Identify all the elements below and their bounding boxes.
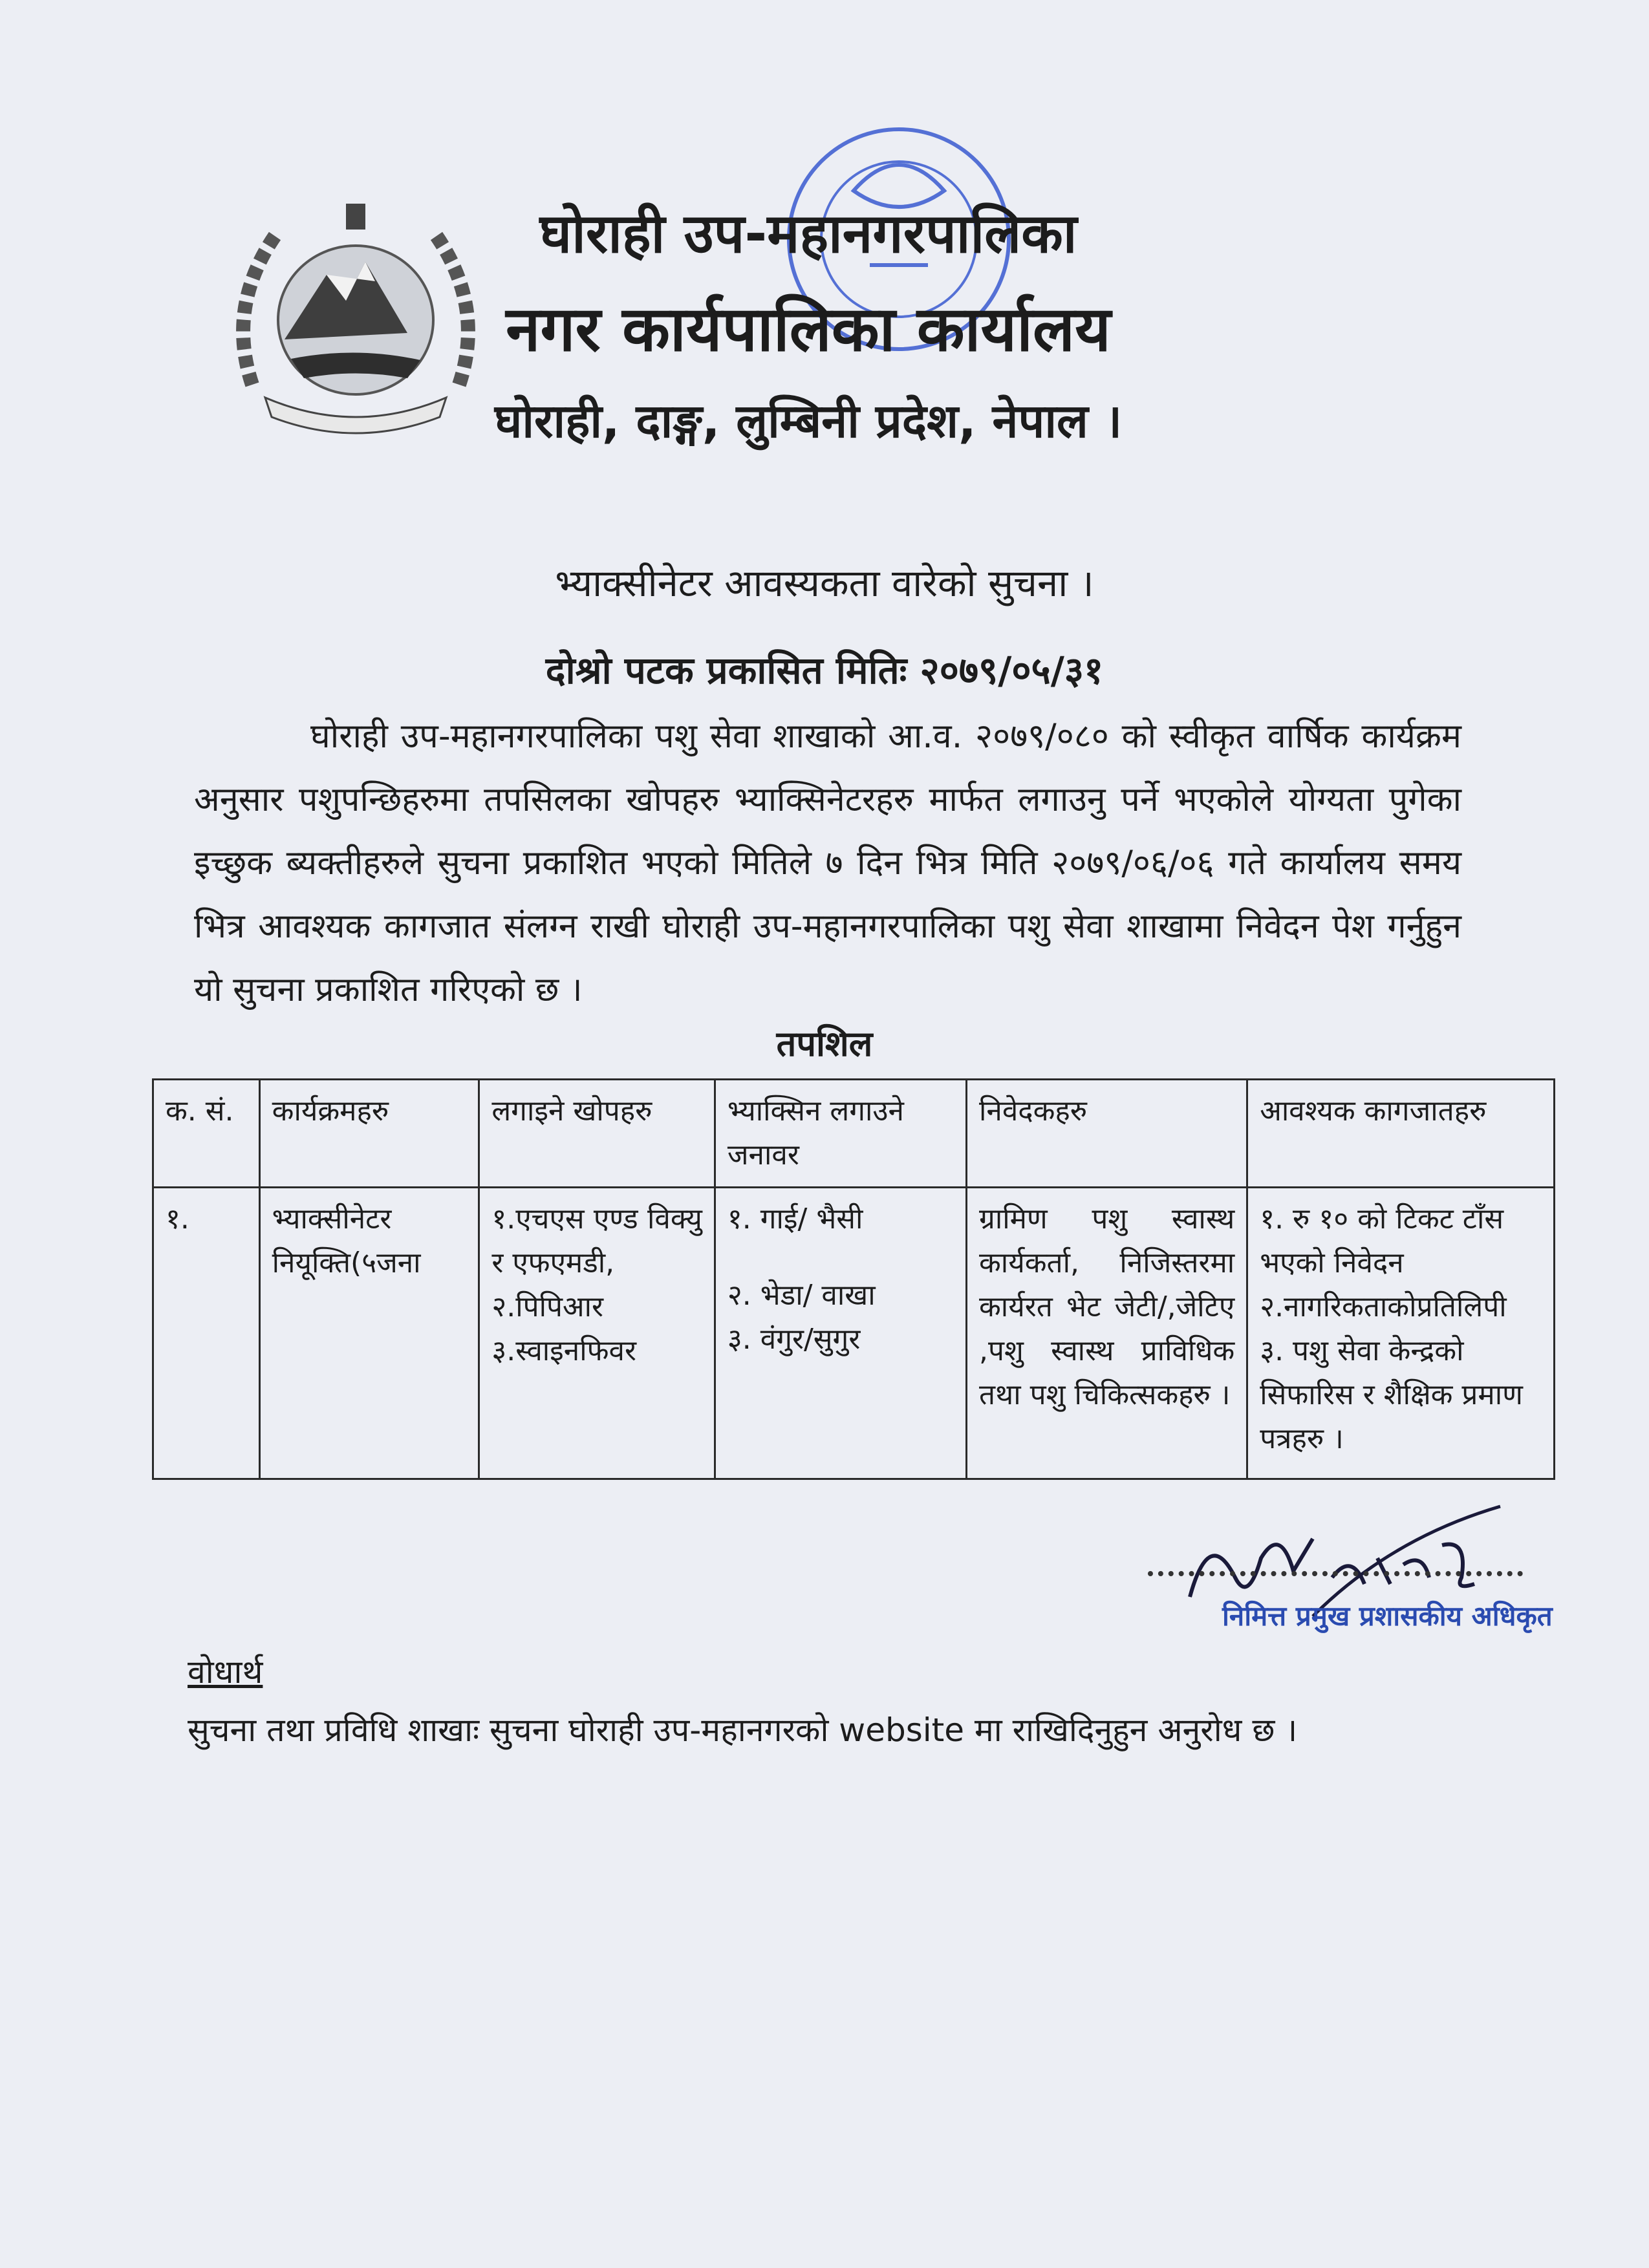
header-documents: आवश्यक कागजातहरु [1247, 1080, 1555, 1188]
table-row [153, 1188, 1555, 1479]
header-programs: कार्यक्रमहरु [259, 1080, 479, 1188]
letterhead-office: नगर कार्यपालिका कार्यालय [506, 293, 1111, 365]
document-item: १. रु १० को टिकट टाँस भएको निवेदन [1260, 1203, 1504, 1279]
cell-documents [1247, 1188, 1555, 1479]
letterhead-municipality: घोराही उप-महानगरपालिका [539, 202, 1077, 265]
header-applicants: निवेदकहरु [967, 1080, 1247, 1188]
signature-line [1148, 1571, 1523, 1576]
header-vaccines: लगाइने खोपहरु [479, 1080, 715, 1188]
letterhead-address: घोराही, दाङ्ग, लुम्बिनी प्रदेश, नेपाल । [494, 394, 1123, 448]
cell-animals [715, 1188, 966, 1479]
cell-vaccines [479, 1188, 715, 1479]
vaccine-item: ३.स्वाइनफिवर [491, 1334, 636, 1367]
officer-title-stamp: निमित्त प्रमुख प्रशासकीय अधिकृत [1222, 1600, 1553, 1632]
cell-applicants: ग्रामिण पशु स्वास्थ कार्यकर्ता, निजिस्तरमा कार्यरत भेट जेटी/,जेटिए ,पशु स्वास्थ प्राविधिक तथा पशु चिकित्सकहरु । [967, 1188, 1247, 1479]
notice-body: घोराही उप-महानगरपालिका पशु सेवा शाखाको आ.व. २०७९/०८० को स्वीकृत वार्षिक कार्यक्रम अनुसार पशुपन्छिहरुमा तपसिलका खोपहरु भ्याक्सिनेटरहरु मार्फत लगाउनु पर्ने भएकोले योग्यता पुगेका इच्छुक ब्यक्तीहरुले सुचना प्रकाशित भएको मितिले ७ दिन भित्र मिति २०७९/०६/०६ गते कार्यालय समय भित्र आवश्यक कागजात संलग्न राखी घोराही उप-महानगरपालिका पशु सेवा शाखामा निवेदन पेश गर्नुहुन यो सुचना प्रकाशित गरिएको छ । [194, 717, 1461, 1009]
notice-title: भ्याक्सीनेटर आवस्यकता वारेको सुचना । [555, 561, 1094, 605]
animal-item: ३. वंगुर/सुगुर [727, 1323, 861, 1356]
animal-item: २. भेडा/ वाखा [727, 1279, 876, 1312]
header-sn: क. सं. [153, 1080, 260, 1188]
schedule-heading: तपशिल [776, 1023, 873, 1064]
header-animals: भ्याक्सिन लगाउने जनावर [715, 1080, 966, 1188]
document-item: २.नागरिकताकोप्रतिलिपी [1260, 1290, 1507, 1323]
vaccine-item: २.पिपिआर [491, 1290, 603, 1323]
vaccine-item: १.एचएस एण्ड विक्यु र एफएमडी, [491, 1203, 702, 1279]
table-header-row [153, 1080, 1555, 1188]
document-item: ३. पशु सेवा केन्द्रको सिफारिस र शैक्षिक प्रमाण पत्रहरु । [1260, 1334, 1523, 1455]
footer-text: सुचना तथा प्रविधि शाखाः सुचना घोराही उप-महानगरको website मा राखिदिनुहुन अनुरोध छ । [188, 1711, 1298, 1749]
footer-label: वोधार्थ [188, 1653, 263, 1691]
animal-item: १. गाई/ भैसी [727, 1203, 863, 1236]
cell-sn: १. [153, 1188, 260, 1479]
publish-date: दोश्रो पटक प्रकासित मितिः २०७९/०५/३१ [545, 648, 1104, 692]
cell-program: भ्याक्सीनेटर नियूक्ति(५जना [259, 1188, 479, 1479]
schedule-table [152, 1078, 1555, 1480]
